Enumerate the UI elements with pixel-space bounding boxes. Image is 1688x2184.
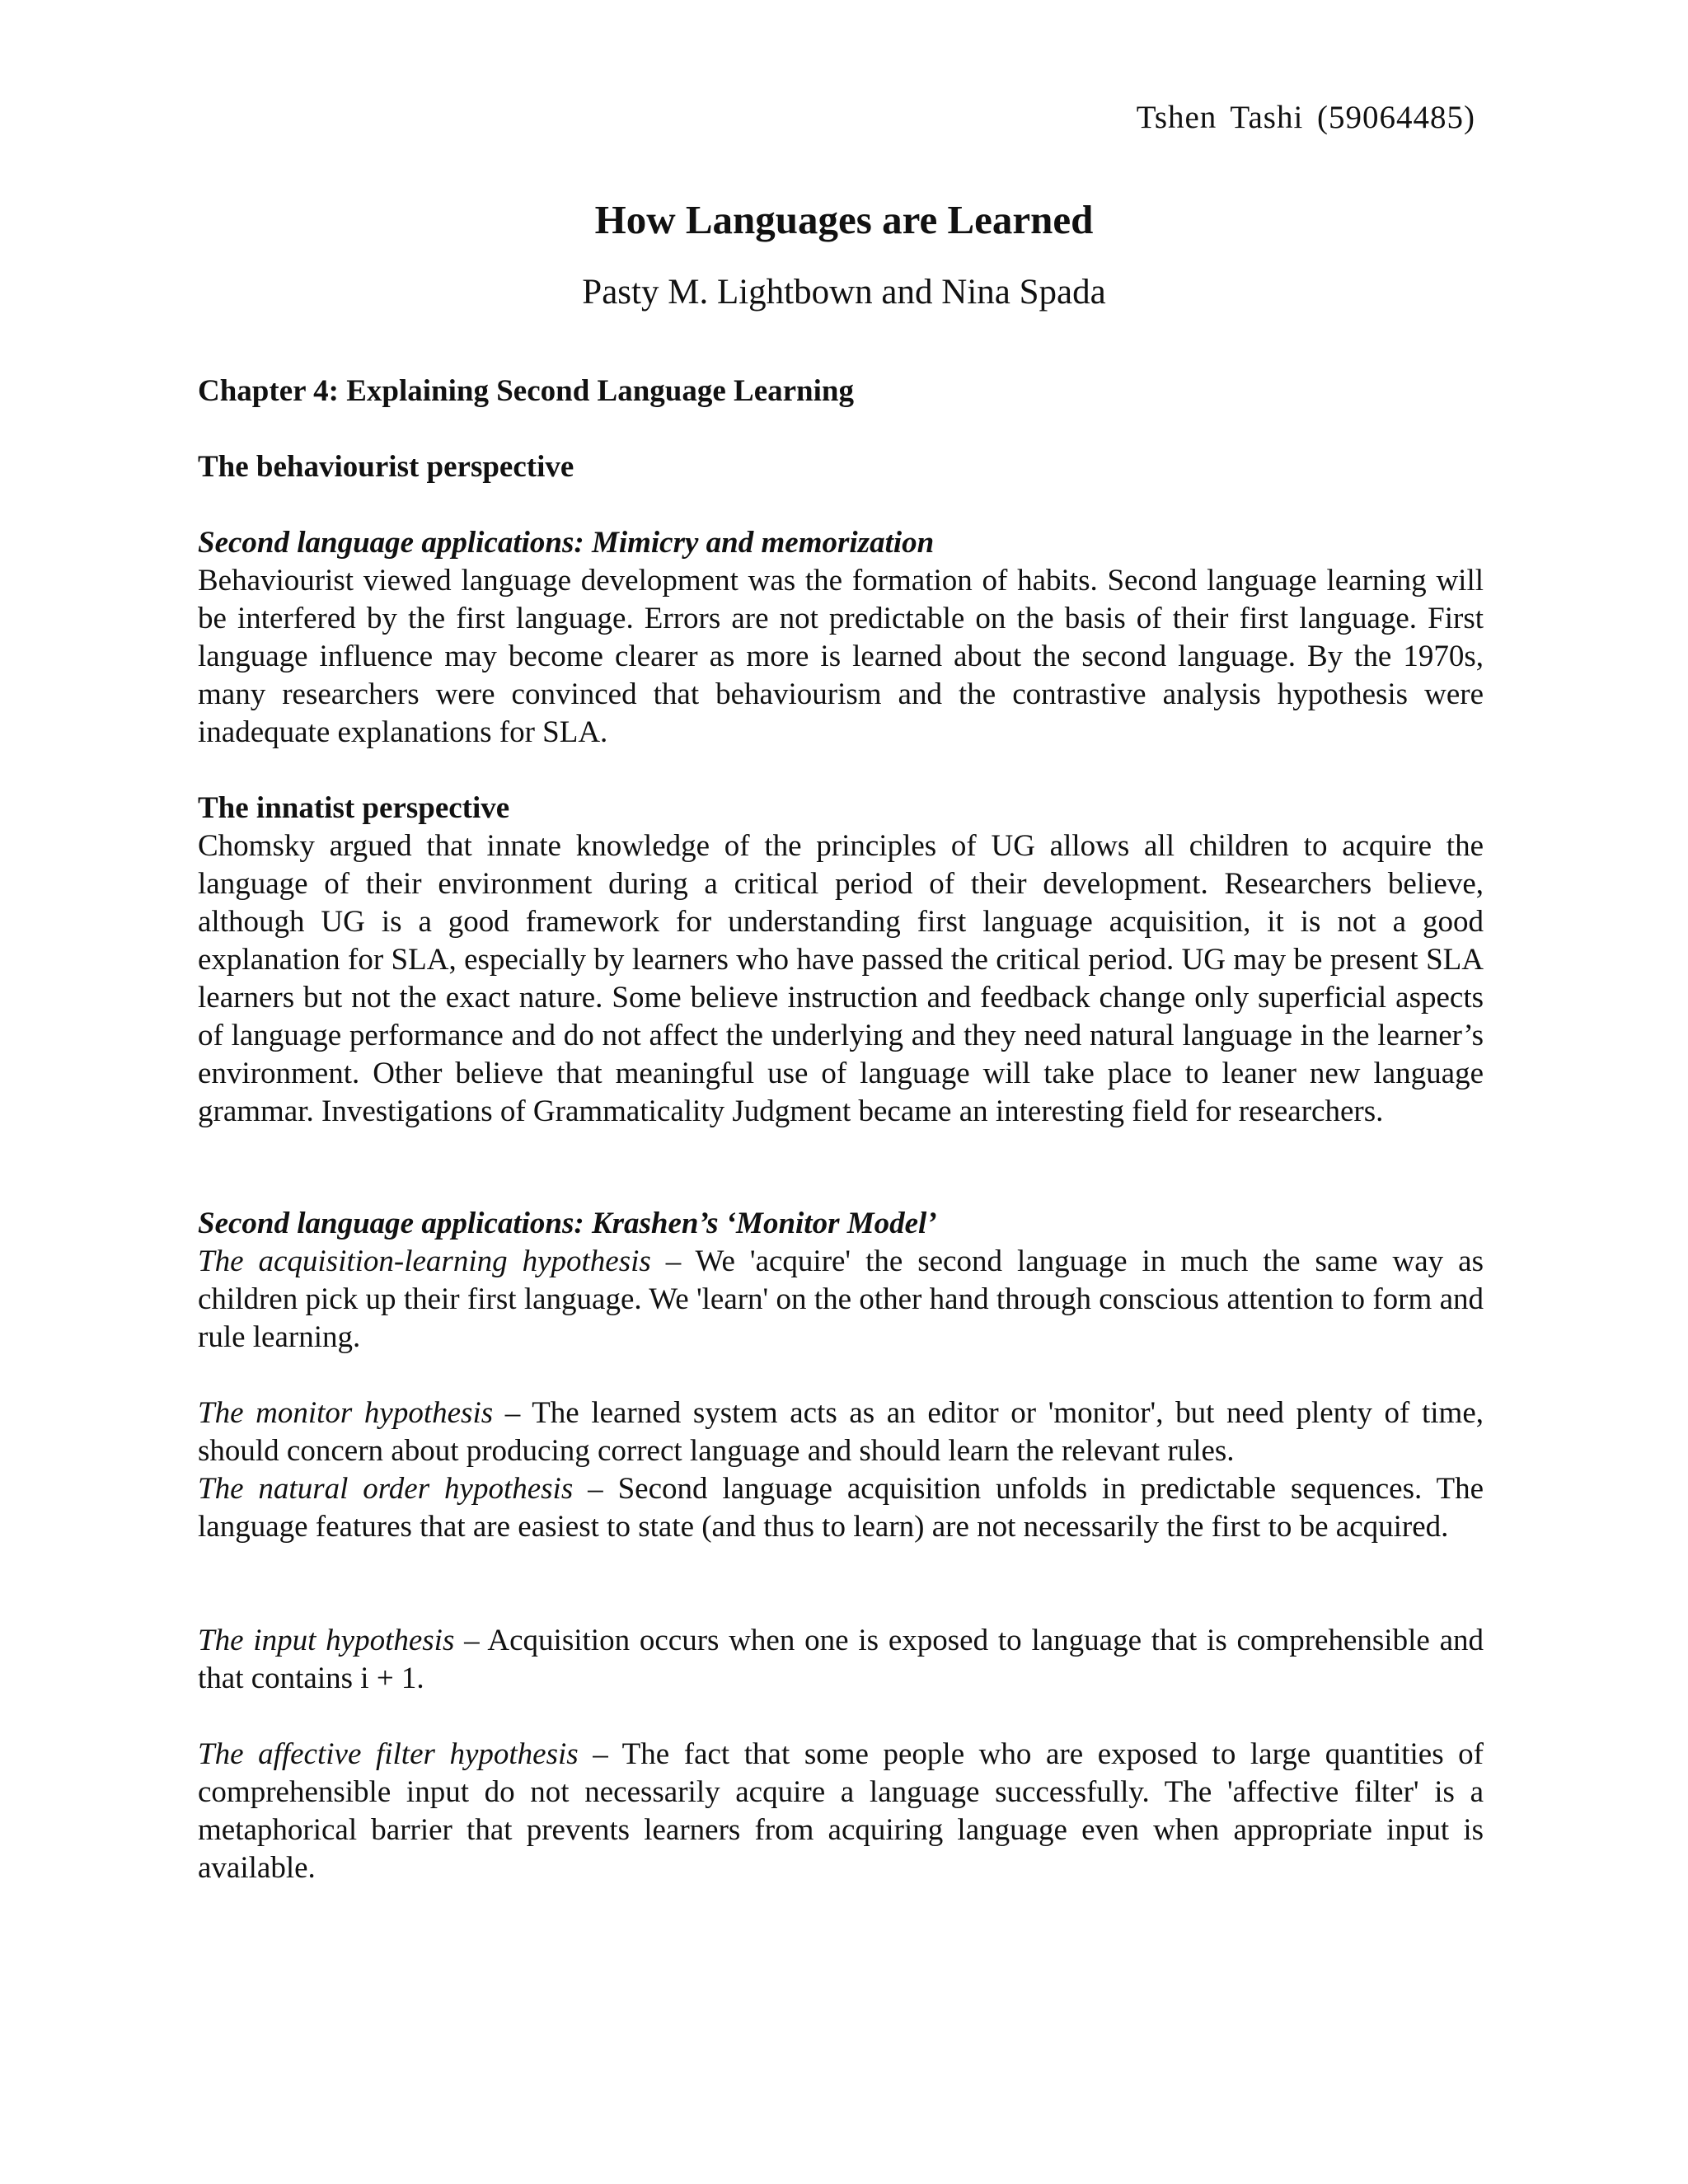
affective-paragraph bbox=[198, 1736, 1484, 1887]
behaviourist-section bbox=[198, 524, 1484, 752]
acquisition-body: – We 'acquire' the second language in much the same way as children pick up their first language. We 'learn' on the other hand through conscious attention to form and rule learning. bbox=[198, 1244, 1484, 1354]
natural-order-term: The natural order hypothesis bbox=[198, 1472, 574, 1506]
affective-term: The affective filter hypothesis bbox=[198, 1737, 579, 1771]
monitor-natural-section bbox=[198, 1394, 1484, 1546]
chapter-heading: Chapter 4: Explaining Second Language Learning bbox=[198, 374, 854, 408]
input-paragraph bbox=[198, 1622, 1484, 1698]
innatist-section bbox=[198, 790, 1484, 1131]
behaviourist-subheading: Second language applications: Mimicry and memorization bbox=[198, 526, 935, 560]
monitor-paragraph bbox=[198, 1394, 1484, 1470]
innatist-body: Chomsky argued that innate knowledge of the principles of UG allows all children to acquire the language of their environment during a critical period of their development. Researchers believe, although UG is a good framework for understanding first language acquisition, it is not a good explanation for SLA, especially by learners who have passed the critical period. UG may be present SLA learners but not the exact nature. Some believe instruction and feedback change only superficial aspects of language performance and do not affect the underlying and they need natural language in the learner’s environment. Other believe that meaningful use of language will take place to leaner new language grammar. Investigations of Grammaticality Judgment became an interesting field for researchers. bbox=[198, 829, 1484, 1128]
innatist-heading: The innatist perspective bbox=[198, 791, 510, 825]
krashen-subheading: Second language applications: Krashen’s ‘Monitor Model’ bbox=[198, 1207, 937, 1240]
acquisition-paragraph bbox=[198, 1243, 1484, 1357]
document-authors: Pasty M. Lightbown and Nina Spada bbox=[582, 273, 1106, 312]
monitor-body: – The learned system acts as an editor or 'monitor', but need plenty of time, should concern about producing correct language and should learn the relevant rules. bbox=[198, 1396, 1484, 1468]
input-body: – Acquisition occurs when one is exposed to language that is comprehensible and that contains i + 1. bbox=[198, 1624, 1484, 1695]
krashen-section bbox=[198, 1205, 1484, 1357]
behaviourist-body: Behaviourist viewed language development was the formation of habits. Second language learning will be interfered by the first language. Errors are not predictable on the basis of their first language. First language influence may become clearer as more is learned about the second language. By the 1970s, many researchers were convinced that behaviourism and the contrastive analysis hypothesis were inadequate explanations for SLA. bbox=[198, 564, 1484, 749]
input-term: The input hypothesis bbox=[198, 1624, 455, 1657]
monitor-term: The monitor hypothesis bbox=[198, 1396, 494, 1430]
affective-body: – The fact that some people who are exposed to large quantities of comprehensible input do not necessarily acquire a language successfully. The 'affective filter' is a metaphorical barrier that prevents learners from acquiring language even when appropriate input is available. bbox=[198, 1737, 1484, 1885]
natural-order-paragraph bbox=[198, 1470, 1484, 1546]
input-section bbox=[198, 1622, 1484, 1698]
document-title: How Languages are Learned bbox=[594, 197, 1094, 242]
natural-order-body: – Second language acquisition unfolds in predictable sequences. The language features that are easiest to state (and thus to learn) are not necessarily the first to be acquired. bbox=[198, 1472, 1484, 1544]
acquisition-term: The acquisition-learning hypothesis bbox=[198, 1244, 651, 1278]
behaviourist-heading: The behaviourist perspective bbox=[198, 450, 574, 484]
author-id: Tshen Tashi (59064485) bbox=[1136, 100, 1475, 135]
affective-section bbox=[198, 1736, 1484, 1887]
